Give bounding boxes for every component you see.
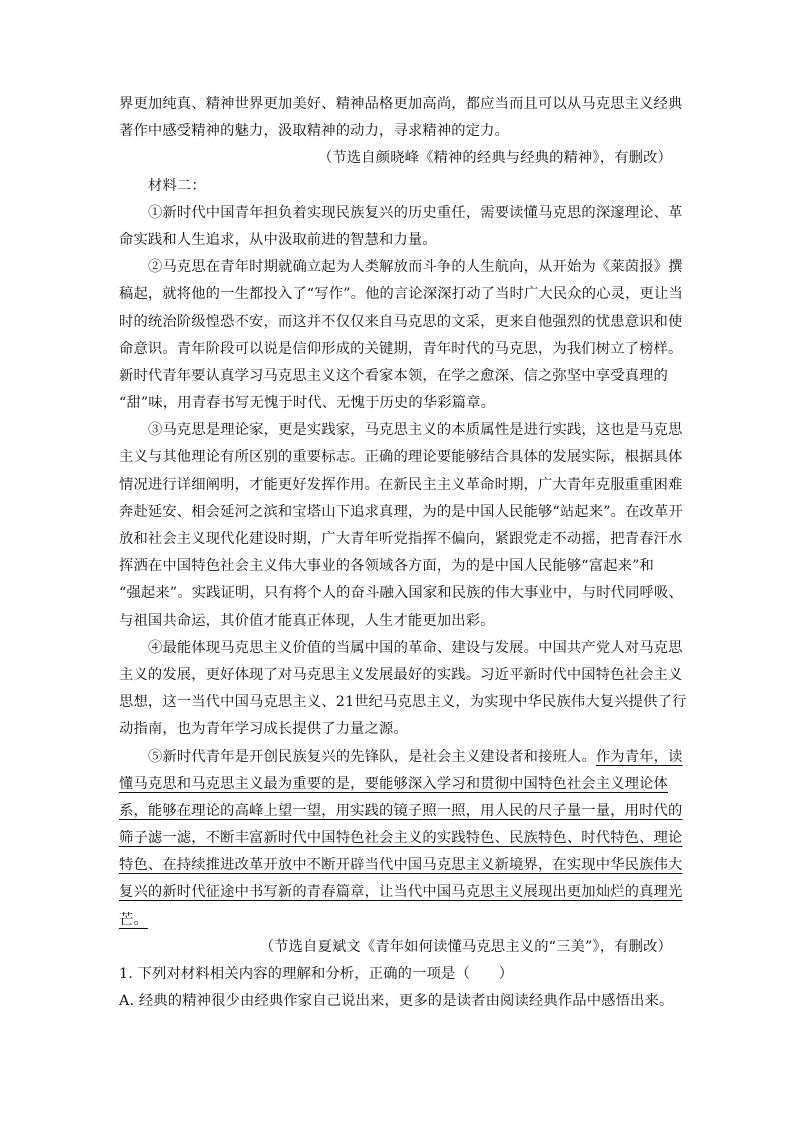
text-line: 主义的发展，更好体现了对马克思主义发展最好的实践。习近平新时代中国特色社会主义 bbox=[119, 666, 683, 683]
text-line: 界更加纯真、精神世界更加美好、精神品格更加高尚，都应当而且可以从马克思主义经典 bbox=[119, 96, 683, 112]
text-line: “甜”味，用青春书写无愧于时代、无愧于历史的华彩篇章。 bbox=[119, 395, 496, 412]
text-line: 与祖国共命运，其价值才能真正体现，人生才能更加出彩。 bbox=[119, 612, 495, 629]
question-stem: 1. 下列对材料相关内容的理解和分析，正确的一项是（ ） bbox=[119, 966, 514, 982]
underlined-text: 系，能够在理论的高峰上望一望，用实践的镜子照一照，用人民的尺子量一量，用时代的 bbox=[119, 802, 683, 819]
text-line bbox=[119, 798, 683, 825]
text-line bbox=[119, 825, 683, 852]
text-line: 命实践和人生追求，从中汲取前进的智慧和力量。 bbox=[119, 231, 437, 248]
text-line: 时的统治阶级惶恐不安，而这并不仅仅来自马克思的文采，更来自他强烈的忧患意识和使 bbox=[119, 313, 683, 330]
text-line: 动指南，也为青年学习成长提供了力量之源。 bbox=[119, 721, 408, 738]
underlined-text: 作为青年，读 bbox=[595, 748, 683, 765]
underlined-text: 特色、在持续推进改革开放中不断开辟当代中国马克思主义新境界，在实现中华民族伟大 bbox=[119, 857, 683, 874]
text-segment: ⑤新时代青年是开创民族复兴的先锋队，是社会主义建设者和接班人。 bbox=[148, 748, 596, 765]
underlined-text: 芒。 bbox=[119, 911, 148, 928]
text-line: 情况进行详细阐明，才能更好发挥作用。在新民主主义革命时期，广大青年克服重重困难 bbox=[119, 476, 683, 493]
text-line bbox=[119, 744, 683, 771]
text-line: 稿起，就将他的一生都投入了“写作”。他的言论深深打动了当时广大民众的心灵，更让当 bbox=[119, 286, 683, 303]
text-line: ④最能体现马克思主义价值的当属中国的革命、建设与发展。中国共产党人对马克思 bbox=[148, 639, 683, 656]
text-line bbox=[119, 907, 676, 934]
text-line: 命意识。青年阶段可以说是信仰形成的关键期，青年时代的马克思，为我们树立了榜样。 bbox=[119, 340, 683, 357]
text-line: 思想，这一当代中国马克思主义、21世纪马克思主义，为实现中华民族伟大复兴提供了行 bbox=[119, 694, 687, 711]
question-option-a: A. 经典的精神很少由经典作家自己说出来，更多的是读者由阅读经典作品中感悟出来。 bbox=[119, 993, 674, 1010]
text-line: 新时代青年要认真学习马克思主义这个看家本领，在学之愈深、信之弥坚中享受真理的 bbox=[119, 367, 668, 384]
text-line: ①新时代中国青年担负着实现民族复兴的历史重任，需要读懂马克思的深邃理论、革 bbox=[148, 204, 683, 221]
text-line bbox=[119, 771, 676, 798]
text-line: ②马克思在青年时期就确立起为人类解放而斗争的人生航向，从开始为《莱茵报》撰 bbox=[148, 259, 683, 276]
text-line: “强起来”。实践证明，只有将个人的奋斗融入国家和民族的伟大事业中，与时代同呼吸、 bbox=[119, 585, 683, 602]
text-line: 奔赴延安、相会延河之滨和宝塔山下追求真理，为的是中国人民能够“站起来”。在改革开 bbox=[119, 503, 683, 520]
source-citation-2: （节选自夏斌文《青年如何读懂马克思主义的“三美”》，有删改） bbox=[259, 938, 672, 955]
source-citation-1: （节选自颜晓峰《精神的经典与经典的精神》，有删改） bbox=[317, 150, 672, 167]
text-line: 放和社会主义现代化建设时期，广大青年听党指挥不偏向，紧跟党走不动摇，把青春汗水 bbox=[119, 531, 683, 547]
text-line: 挥洒在中国特色社会主义伟大事业的各领域各方面，为的是中国人民能够“富起来”和 bbox=[119, 558, 655, 575]
text-line bbox=[119, 879, 683, 906]
text-line: 主义与其他理论有所区别的重要标志。正确的理论要能够结合具体的发展实际，根据具体 bbox=[119, 449, 683, 466]
document-page bbox=[119, 91, 687, 1015]
text-line: ③马克思是理论家，更是实践家，马克思主义的本质属性是进行实践，这也是马克思 bbox=[148, 422, 683, 439]
underlined-text: 懂马克思和马克思主义最为重要的是，要能够深入学习和贯彻中国特色社会主义理论体 bbox=[119, 775, 668, 792]
text-line: 著作中感受精神的魅力，汲取精神的动力，寻求精神的定力。 bbox=[119, 123, 510, 140]
underlined-text: 筛子滤一滤，不断丰富新时代中国特色社会主义的实践特色、民族特色、时代特色、理论 bbox=[119, 830, 683, 847]
material-heading: 材料二： bbox=[148, 177, 206, 194]
text-line bbox=[119, 852, 683, 879]
underlined-text: 复兴的新时代征途中书写新的青春篇章，让当代中国马克思主义展现出更加灿烂的真理光 bbox=[119, 884, 683, 901]
